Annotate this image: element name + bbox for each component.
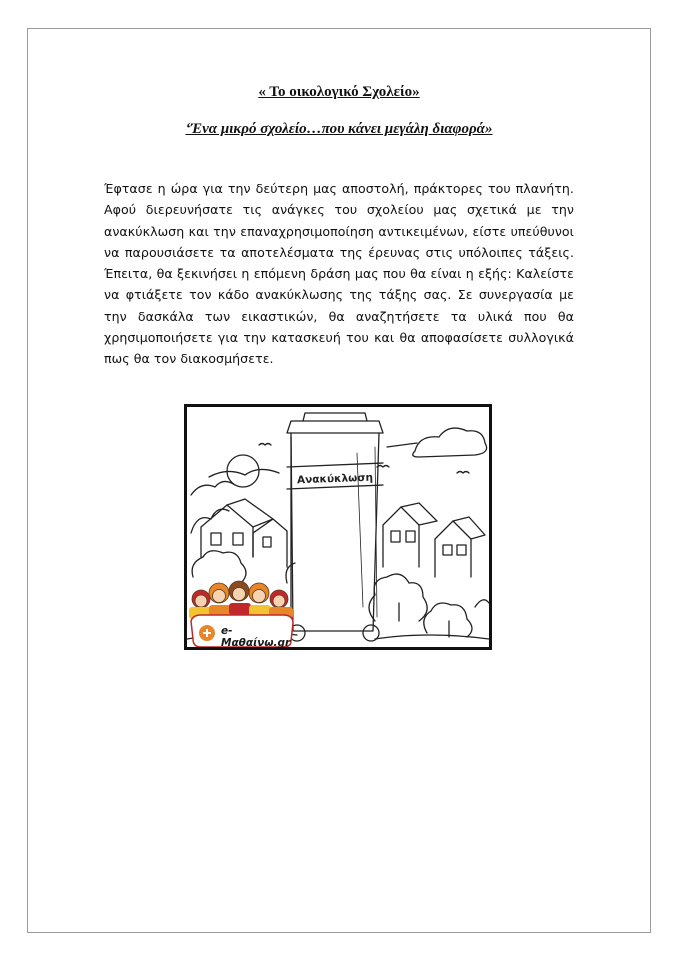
e-mathaino-logo xyxy=(187,575,297,649)
document-subtitle: ‘Ένα μικρό σχολείο…που κάνει μεγάλη διαφορά» xyxy=(185,121,493,137)
bin-body xyxy=(291,433,379,631)
recycling-bin-illustration xyxy=(184,404,492,650)
body-paragraph: Έφτασε η ώρα για την δεύτερη μας αποστολή, πράκτορες του πλανήτη. Αφού διερευνήσατε τις ανάγκες του σχολείου μας σχετικά με την ανακύκλωση και την επαναχρησιμοποίηση αντικειμένων, είστε υπεύθυνοι να παρουσιάσετε τα αποτελέσματα της έρευνας στις υπόλοιπες τάξεις. Έπειτα, θα ξεκινήσει η επόμενη δράση μας που θα είναι η εξής: Καλείστε να φτιάξετε τον κάδο ανακύκλωσης της τάξης σας. Σε συνεργασία με την δασκάλα των εικαστικών, θα αναζητήσετε τα υλικά που θα χρησιμοποιήσετε για την κατασκευή του και θα αποφασίσετε συλλογικά πως θα τον διακοσμήσετε. xyxy=(104,181,574,367)
document-title: « Το οικολογικό Σχολείο» xyxy=(258,84,420,100)
logo-text: e-Μαθαίνω.gr xyxy=(221,625,291,649)
bin-label: Ανακύκλωση xyxy=(296,471,374,487)
